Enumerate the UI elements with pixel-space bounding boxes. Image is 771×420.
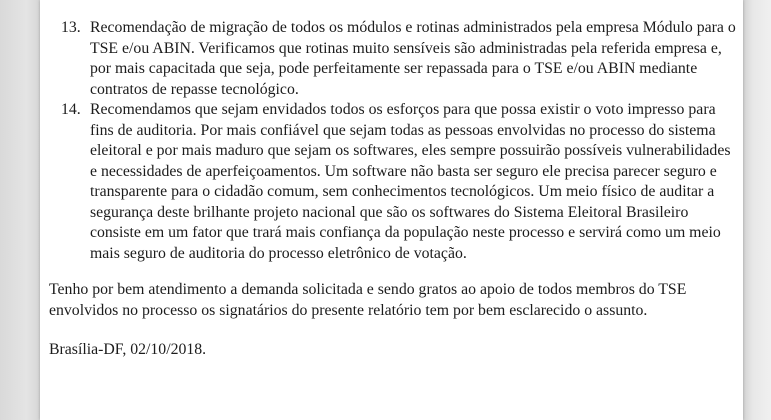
list-item [49,100,739,264]
document-body [49,18,739,361]
item-number: 14. [61,101,81,118]
closing-paragraph: Tenho por bem atendimento a demanda solicitada e sendo gratos ao apoio de todos membros do TSE envolvidos no processo os signatários do presente relatório tem por bem esclarecido o assunto. [49,281,687,319]
recommendations-list [49,18,739,264]
document-page [40,0,743,420]
item-number: 13. [61,19,81,36]
item-text: Recomendação de migração de todos os módulos e rotinas administrados pela empresa Módulo para o TSE e/ou ABIN. Verificamos que rotinas muito sensíveis são administradas pela referida empresa e, por mais capacitada que seja, pode perfeitamente ser repassada para o TSE e/ou ABIN mediante contratos de repasse tecnológico. [90,19,736,98]
page-left-margin [0,0,44,420]
place-date: Brasília-DF, 02/10/2018. [49,341,207,358]
list-item [49,18,739,100]
page-right-margin [741,0,771,420]
item-text: Recomendamos que sejam envidados todos os esforços para que possa existir o voto impresso para fins de auditoria. Por mais confiável que sejam todas as pessoas envolvidas no processo do sistema eleitoral e por mais maduro que sejam os softwares, eles sempre possuirão possíveis vulnerabilidades e necessidades de aperfeiçoamentos. Um software não basta ser seguro ele precisa parecer seguro e transparente para o cidadão comum, sem conhecimentos tecnológicos. Um meio físico de auditar a segurança deste brilhante projeto nacional que são os softwares do Sistema Eleitoral Brasileiro consiste em um fator que trará mais confiança da população neste processo e servirá como um meio mais seguro de auditoria do processo eletrônico de votação. [90,101,731,262]
